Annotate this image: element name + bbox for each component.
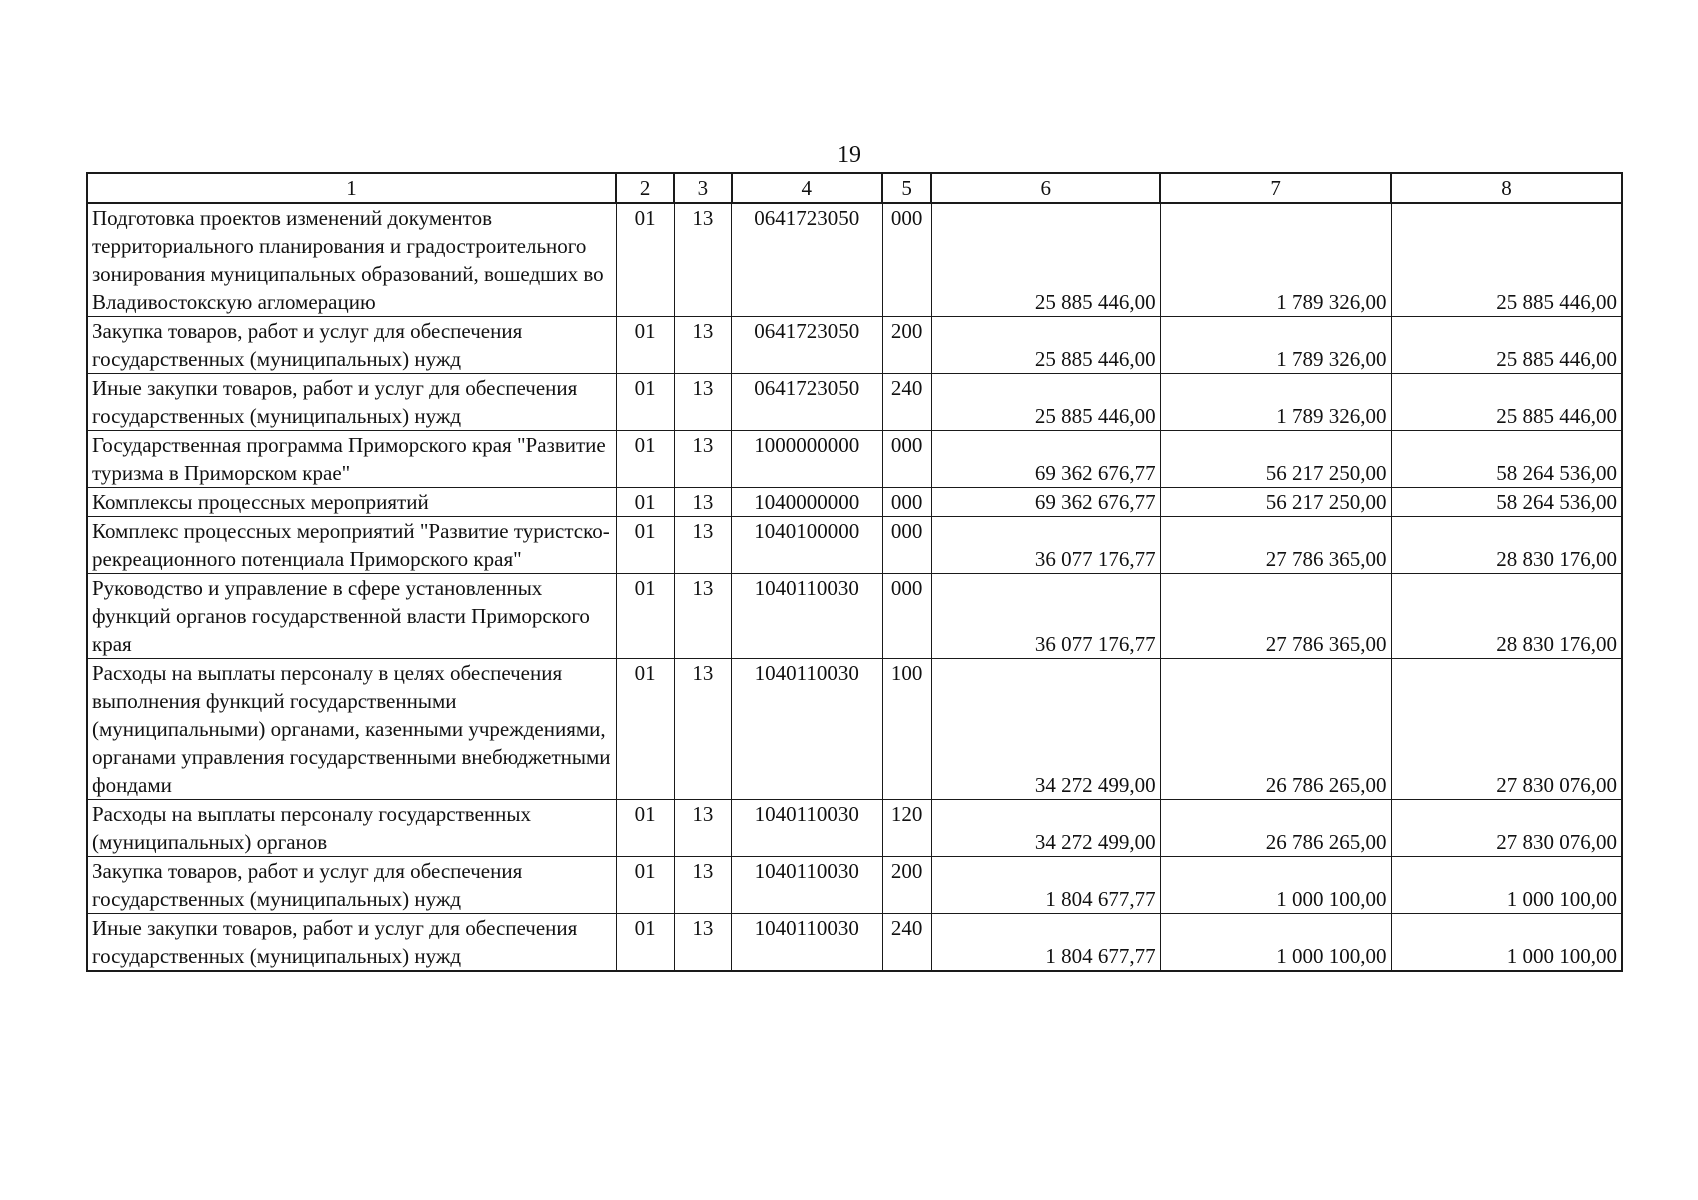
row-subsection-code: 13: [674, 203, 731, 317]
row-amount-col6: 25 885 446,00: [931, 203, 1160, 317]
row-name: Государственная программа Приморского края "Развитие туризма в Приморском крае": [87, 431, 616, 488]
table-row: [87, 517, 1622, 574]
row-subsection-code: 13: [674, 488, 731, 517]
row-amount-col8: 1 000 100,00: [1391, 914, 1622, 972]
row-section-code: 01: [616, 914, 674, 972]
row-target-code: 1040100000: [732, 517, 883, 574]
page-number: 19: [837, 142, 861, 168]
row-amount-col7: 26 786 265,00: [1160, 659, 1391, 800]
row-amount-col8: 1 000 100,00: [1391, 857, 1622, 914]
row-name: Комплекс процессных мероприятий "Развитие туристско-рекреационного потенциала Приморского края": [87, 517, 616, 574]
row-name: Расходы на выплаты персоналу в целях обеспечения выполнения функций государственными (муниципальными) органами, казенными учреждениями, органами управления государственными внебюджетными фондами: [87, 659, 616, 800]
header-row: [87, 173, 1622, 203]
row-amount-col6: 69 362 676,77: [931, 431, 1160, 488]
row-subsection-code: 13: [674, 574, 731, 659]
row-subsection-code: 13: [674, 374, 731, 431]
header-cell-1: 1: [87, 173, 616, 203]
row-expense-type-code: 000: [882, 431, 931, 488]
header-cell-5: 5: [882, 173, 931, 203]
row-expense-type-code: 100: [882, 659, 931, 800]
row-name: Закупка товаров, работ и услуг для обеспечения государственных (муниципальных) нужд: [87, 317, 616, 374]
row-target-code: 1040110030: [732, 914, 883, 972]
budget-table: [86, 172, 1623, 972]
table-row: [87, 659, 1622, 800]
row-section-code: 01: [616, 374, 674, 431]
row-amount-col7: 1 789 326,00: [1160, 317, 1391, 374]
table-row: [87, 431, 1622, 488]
row-amount-col6: 34 272 499,00: [931, 800, 1160, 857]
row-amount-col7: 1 789 326,00: [1160, 374, 1391, 431]
row-amount-col6: 25 885 446,00: [931, 374, 1160, 431]
row-section-code: 01: [616, 857, 674, 914]
row-target-code: 1040000000: [732, 488, 883, 517]
table-row: [87, 857, 1622, 914]
row-expense-type-code: 000: [882, 574, 931, 659]
row-amount-col7: 56 217 250,00: [1160, 488, 1391, 517]
row-amount-col6: 1 804 677,77: [931, 857, 1160, 914]
row-amount-col8: 28 830 176,00: [1391, 517, 1622, 574]
row-subsection-code: 13: [674, 857, 731, 914]
row-amount-col8: 25 885 446,00: [1391, 203, 1622, 317]
row-section-code: 01: [616, 431, 674, 488]
row-amount-col7: 27 786 365,00: [1160, 574, 1391, 659]
table-row: [87, 800, 1622, 857]
row-target-code: 1040110030: [732, 857, 883, 914]
table-row: [87, 317, 1622, 374]
row-section-code: 01: [616, 317, 674, 374]
row-amount-col6: 69 362 676,77: [931, 488, 1160, 517]
table-row: [87, 488, 1622, 517]
row-name: Иные закупки товаров, работ и услуг для обеспечения государственных (муниципальных) нужд: [87, 914, 616, 972]
row-subsection-code: 13: [674, 431, 731, 488]
row-target-code: 1040110030: [732, 800, 883, 857]
header-cell-7: 7: [1160, 173, 1391, 203]
row-amount-col8: 25 885 446,00: [1391, 374, 1622, 431]
row-amount-col6: 34 272 499,00: [931, 659, 1160, 800]
row-amount-col8: 58 264 536,00: [1391, 431, 1622, 488]
row-subsection-code: 13: [674, 517, 731, 574]
row-amount-col7: 27 786 365,00: [1160, 517, 1391, 574]
row-amount-col7: 56 217 250,00: [1160, 431, 1391, 488]
row-name: Подготовка проектов изменений документов территориального планирования и градостроительного зонирования муниципальных образований, вошедших во Владивостокскую агломерацию: [87, 203, 616, 317]
row-amount-col6: 1 804 677,77: [931, 914, 1160, 972]
row-section-code: 01: [616, 574, 674, 659]
row-name: Закупка товаров, работ и услуг для обеспечения государственных (муниципальных) нужд: [87, 857, 616, 914]
row-name: Руководство и управление в сфере установленных функций органов государственной власти Приморского края: [87, 574, 616, 659]
row-section-code: 01: [616, 659, 674, 800]
row-name: Комплексы процессных мероприятий: [87, 488, 616, 517]
row-expense-type-code: 000: [882, 488, 931, 517]
header-cell-4: 4: [732, 173, 883, 203]
row-subsection-code: 13: [674, 317, 731, 374]
row-amount-col7: 1 000 100,00: [1160, 914, 1391, 972]
row-target-code: 0641723050: [732, 374, 883, 431]
header-cell-8: 8: [1391, 173, 1622, 203]
row-subsection-code: 13: [674, 914, 731, 972]
row-amount-col7: 26 786 265,00: [1160, 800, 1391, 857]
row-expense-type-code: 200: [882, 317, 931, 374]
row-name: Расходы на выплаты персоналу государственных (муниципальных) органов: [87, 800, 616, 857]
row-subsection-code: 13: [674, 659, 731, 800]
row-amount-col6: 36 077 176,77: [931, 574, 1160, 659]
row-section-code: 01: [616, 800, 674, 857]
table-row: [87, 374, 1622, 431]
row-expense-type-code: 200: [882, 857, 931, 914]
row-target-code: 1040110030: [732, 659, 883, 800]
row-amount-col8: 25 885 446,00: [1391, 317, 1622, 374]
table-row: [87, 203, 1622, 317]
row-expense-type-code: 120: [882, 800, 931, 857]
row-amount-col8: 27 830 076,00: [1391, 800, 1622, 857]
row-name: Иные закупки товаров, работ и услуг для обеспечения государственных (муниципальных) нужд: [87, 374, 616, 431]
row-amount-col7: 1 000 100,00: [1160, 857, 1391, 914]
row-amount-col6: 36 077 176,77: [931, 517, 1160, 574]
table-row: [87, 914, 1622, 972]
row-target-code: 0641723050: [732, 317, 883, 374]
row-subsection-code: 13: [674, 800, 731, 857]
row-section-code: 01: [616, 203, 674, 317]
row-amount-col8: 27 830 076,00: [1391, 659, 1622, 800]
row-amount-col6: 25 885 446,00: [931, 317, 1160, 374]
row-amount-col8: 28 830 176,00: [1391, 574, 1622, 659]
header-cell-6: 6: [931, 173, 1160, 203]
row-section-code: 01: [616, 517, 674, 574]
row-target-code: 1000000000: [732, 431, 883, 488]
row-section-code: 01: [616, 488, 674, 517]
row-expense-type-code: 240: [882, 914, 931, 972]
row-expense-type-code: 000: [882, 517, 931, 574]
row-amount-col8: 58 264 536,00: [1391, 488, 1622, 517]
header-cell-3: 3: [674, 173, 731, 203]
header-cell-2: 2: [616, 173, 674, 203]
row-expense-type-code: 240: [882, 374, 931, 431]
row-target-code: 0641723050: [732, 203, 883, 317]
row-amount-col7: 1 789 326,00: [1160, 203, 1391, 317]
row-target-code: 1040110030: [732, 574, 883, 659]
table-row: [87, 574, 1622, 659]
row-expense-type-code: 000: [882, 203, 931, 317]
